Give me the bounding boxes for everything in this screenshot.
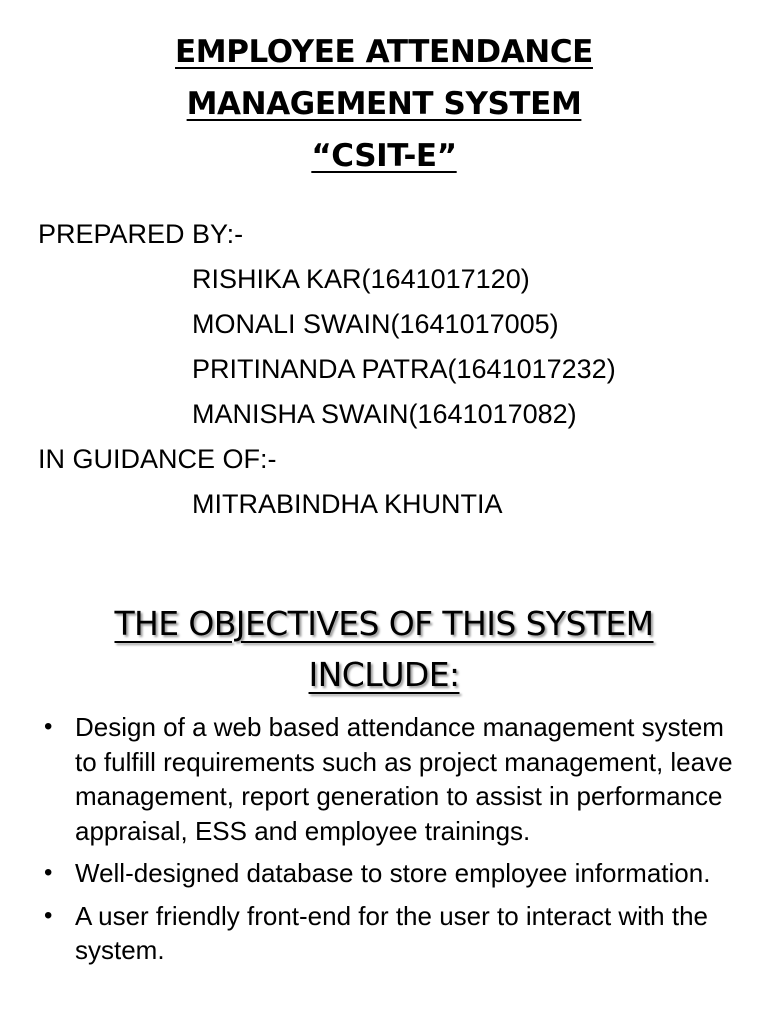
team-member: RISHIKA KAR(1641017120): [192, 264, 530, 294]
prepared-by-label: PREPARED BY:-: [38, 219, 244, 249]
title-line-3: “CSIT-E”: [311, 138, 457, 174]
objectives-heading: [0, 598, 768, 700]
bullet-icon: •: [44, 901, 53, 929]
title-line-2: MANAGEMENT SYSTEM: [186, 86, 582, 122]
objective-text: Design of a web based attendance management system to fulfill requirements such as project management, leave management, report generation to assist in performance appraisal, ESS and employee trainings.: [75, 712, 733, 846]
list-item: [0, 856, 768, 891]
team-member: MONALI SWAIN(1641017005): [192, 309, 559, 339]
list-item: [0, 899, 768, 968]
bullet-icon: •: [44, 713, 53, 740]
objectives-heading-line-1: THE OBJECTIVES OF THIS SYSTEM: [114, 604, 654, 643]
list-item: [0, 710, 768, 848]
team-member: MANISHA SWAIN(1641017082): [192, 399, 577, 429]
objective-text: A user friendly front-end for the user to interact with the system.: [75, 900, 708, 965]
guide-name: MITRABINDHA KHUNTIA: [192, 489, 503, 519]
team-member: PRITINANDA PATRA(1641017232): [192, 354, 616, 384]
objective-text: Well-designed database to store employee information.: [75, 858, 711, 888]
credits-block: [38, 212, 738, 527]
objectives-heading-line-2: INCLUDE:: [308, 655, 460, 694]
objectives-list: [0, 710, 768, 976]
title-line-1: EMPLOYEE ATTENDANCE: [175, 34, 593, 70]
bullet-icon: •: [44, 859, 53, 886]
document-title: [0, 26, 768, 182]
guidance-label: IN GUIDANCE OF:-: [38, 444, 277, 474]
